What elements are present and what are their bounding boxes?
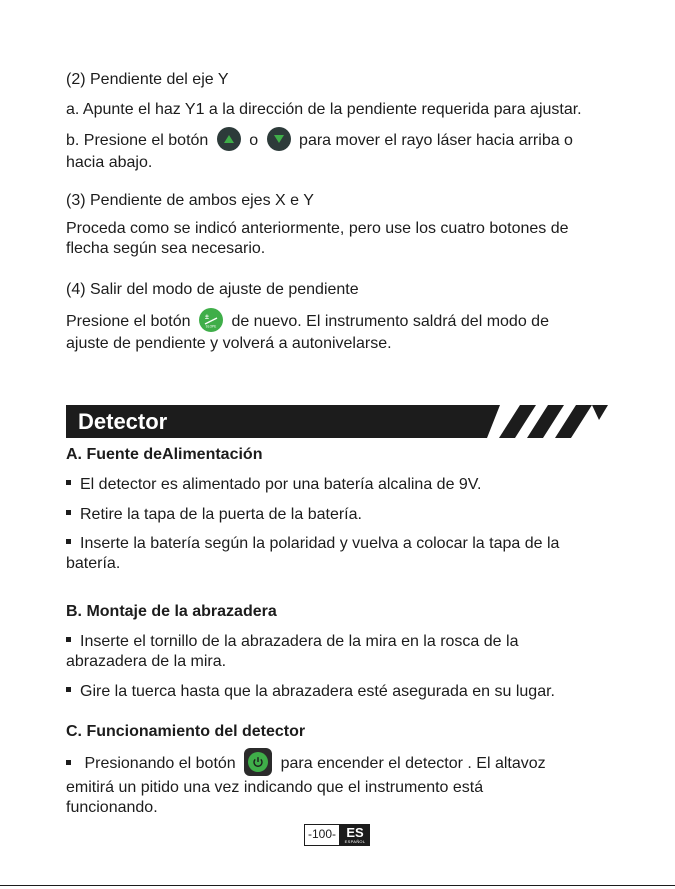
section-a-title: A. Fuente deAlimentación bbox=[66, 446, 263, 463]
section-a-bullet-3: Inserte la batería según la polaridad y vuelva a colocar la tapa de la batería. bbox=[66, 534, 626, 574]
section-3-line-1: Proceda como se indicó anteriormente, pero use los cuatro botones de bbox=[66, 220, 569, 237]
section-3-body bbox=[66, 219, 626, 259]
section-a-bullet-1: El detector es alimentado por una batería alcalina de 9V. bbox=[66, 475, 626, 495]
section-a-bullet-2: Retire la tapa de la puerta de la batería. bbox=[66, 505, 626, 525]
slope-button-icon bbox=[199, 308, 223, 332]
section-b-bullet-1-cont: abrazadera de la mira. bbox=[66, 653, 227, 670]
section-b-bullet-2: Gire la tuerca hasta que la abrazadera esté asegurada en su lugar. bbox=[66, 682, 626, 702]
arrow-down-button-icon bbox=[267, 127, 291, 151]
section-2-body bbox=[66, 100, 626, 120]
svg-text:SLOPE: SLOPE bbox=[205, 324, 217, 329]
arrow-up-button-icon bbox=[217, 127, 241, 151]
section-b-bullet-1: Inserte el tornillo de la abrazadera de la mira en la rosca de la abrazadera de la mira. bbox=[66, 632, 626, 672]
detector-banner bbox=[66, 405, 608, 438]
page-footer bbox=[304, 824, 370, 846]
section-2-line-a: a. Apunte el haz Y1 a la dirección de la pendiente requerida para ajustar. bbox=[66, 101, 582, 118]
language-badge bbox=[340, 824, 370, 846]
section-c-line-2: emitirá un pitido una vez indicando que el instrumento está bbox=[66, 779, 484, 796]
section-3-title: (3) Pendiente de ambos ejes X e Y bbox=[66, 192, 314, 209]
language-code: ES bbox=[346, 824, 364, 840]
section-c-line-1-start: Presionando el botón bbox=[84, 755, 236, 773]
section-4-body bbox=[66, 310, 626, 354]
section-2-line-b-end: para mover el rayo láser hacia arriba o bbox=[299, 132, 573, 150]
section-2-line-b-cont: hacia abajo. bbox=[66, 154, 153, 171]
section-4-line-2: ajuste de pendiente y volverá a autonivelarse. bbox=[66, 335, 392, 352]
section-4-title: (4) Salir del modo de ajuste de pendiente bbox=[66, 281, 359, 298]
section-c-line-3: funcionando. bbox=[66, 799, 158, 816]
section-2-line-b-start: b. Presione el botón bbox=[66, 132, 209, 150]
language-name: ESPAÑOL bbox=[344, 838, 366, 844]
page-number: -100- bbox=[304, 824, 340, 846]
section-2-or: o bbox=[249, 132, 259, 150]
section-3-line-2: flecha según sea necesario. bbox=[66, 240, 266, 257]
section-c-title: C. Funcionamiento del detector bbox=[66, 723, 306, 740]
section-2-title: (2) Pendiente del eje Y bbox=[66, 71, 229, 88]
banner-title: Detector bbox=[78, 409, 168, 434]
bottom-divider bbox=[0, 885, 675, 886]
section-c-line-1-end: para encender el detector . El altavoz bbox=[280, 755, 546, 773]
svg-text:±: ± bbox=[204, 314, 209, 321]
section-4-line-1-end: de nuevo. El instrumento saldrá del modo de bbox=[231, 313, 549, 331]
section-a-bullet-3-cont: batería. bbox=[66, 555, 121, 572]
section-2-line-b bbox=[66, 129, 626, 173]
section-4-line-1-start: Presione el botón bbox=[66, 313, 191, 331]
power-button-icon bbox=[244, 748, 272, 776]
section-b-title: B. Montaje de la abrazadera bbox=[66, 603, 277, 620]
section-c-body bbox=[66, 750, 626, 818]
